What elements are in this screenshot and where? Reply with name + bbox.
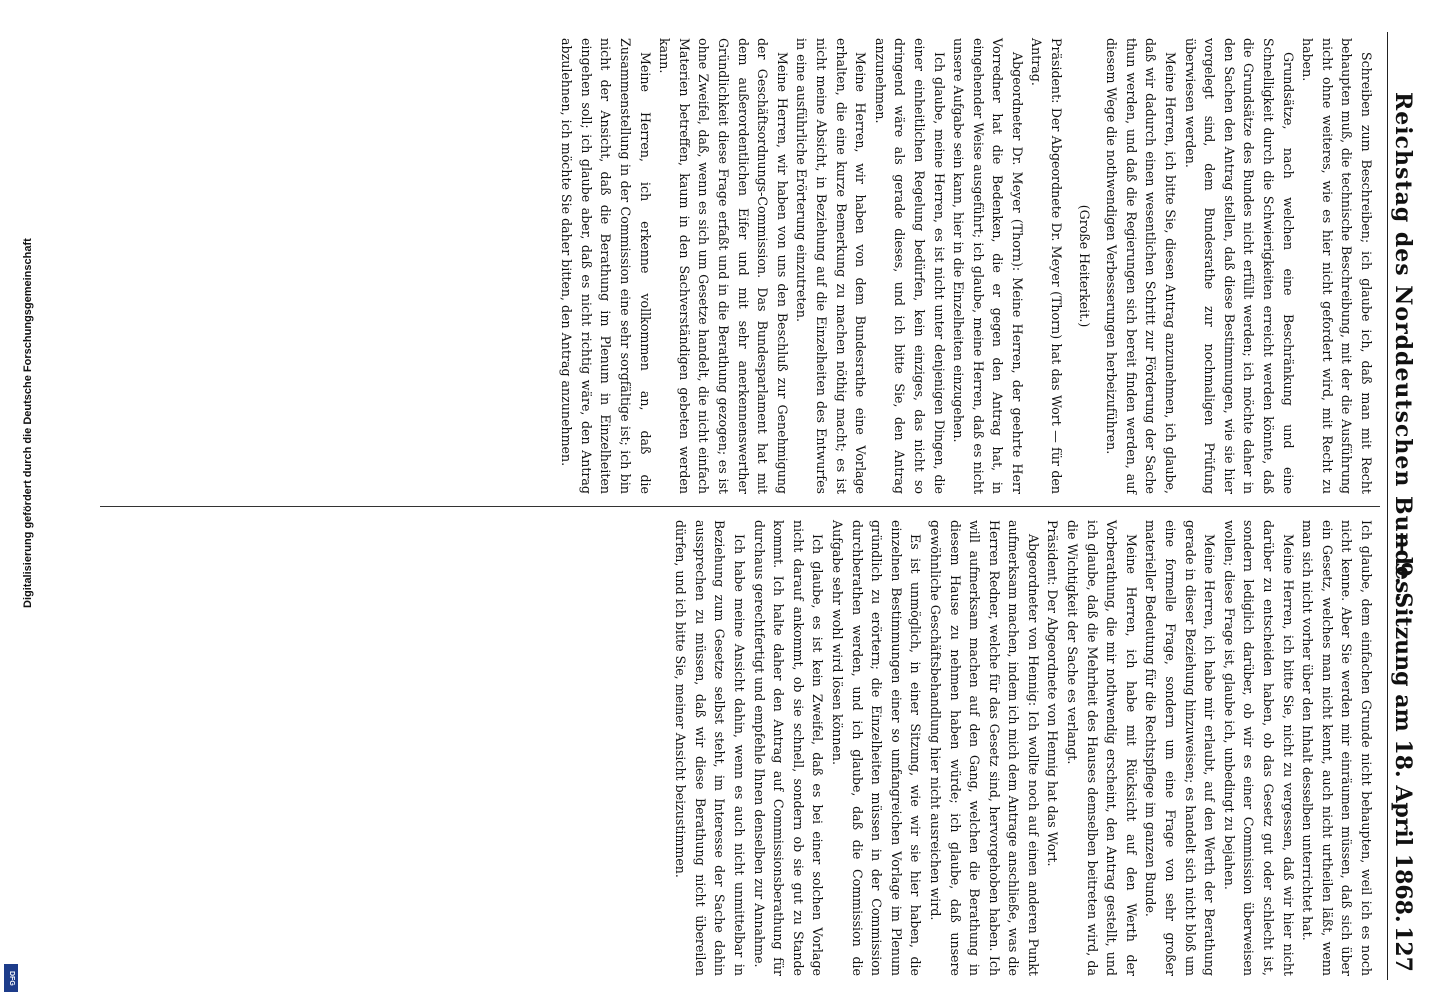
- stage-direction: (Große Heiterkeit.): [1076, 204, 1092, 328]
- paragraph: Meine Herren, ich bitte Sie, diesen Antrag anzunehmen, ich glaube, daß wir dadurch einen wesentlichen Schritt zur Förderung der Sache thun werden, und daß die Regierungen sich bereit finden werden, auf diesem Wege die nothwendigen Verbesserungen herbeizuführen.: [1104, 38, 1179, 494]
- header-title: Reichstag des Norddeutschen Bundes.: [1390, 92, 1416, 604]
- paragraph: Es ist unmöglich, in einer Sitzung, wie wir sie hier haben, die einzelnen Bestimmungen einer so umfangreichen Vorlage im Plenum gründlich zu erörtern; die Einzelheiten müssen in der Commission durchberathen werden, und ich glaube, daß die Commission die Aufgabe sehr wohl wird lösen können.: [829, 520, 924, 976]
- paragraph: Schreiben zum Beschreiben; ich glaube ich, daß man mit Recht behaupten muß, die technische Beschreibung, mit der die Ausführung nicht ohne weiteres, wie es hier nicht gefordert wird, mit Recht zu haben.: [1300, 38, 1374, 494]
- paragraph: Meine Herren, ich bitte Sie, nicht zu vergessen, daß wir hier nicht darüber zu entscheiden haben, ob das Gesetz gut oder schlecht ist, sondern lediglich darüber, ob wir es einer Commission überweisen wollen; diese Frage ist, glaube ich, unbedingt zu bejahen.: [1221, 520, 1296, 976]
- right-text-column: [671, 520, 1376, 976]
- paragraph: Meine Herren, ich habe mir erlaubt, auf den Werth der Berathung gerade in dieser Beziehung hinzuweisen; es handelt sich nicht bloß um eine formelle Frage, sondern um eine Frage von sehr großer materieller Bedeutung für die Rechtspflege im ganzen Bunde.: [1143, 520, 1218, 976]
- paragraph: Meine Herren, ich habe mit Rücksicht auf den Werth der Vorberathung, die mir nothwendig erscheint, den Antrag gestellt, und ich glaube, daß die Mehrheit des Hauses demselben beitreten wird, da die Wichtigkeit der Sache es verlangt.: [1065, 520, 1139, 976]
- paragraph: Grundsätze, nach welchen eine Beschränkung und eine Schnelligkeit durch die Schwierigkeiten erreicht werden könnte, daß die Grundsätze des Bundes nicht erfüllt werden; ich möchte daher in den Sachen den Antrag stellen, daß diese Bestimmungen, wie sie hier vorgelegt sind, dem Bundesrathe zur nochmaligen Prüfung überwiesen werden.: [1182, 38, 1296, 494]
- paragraph: Meine Herren, wir haben von uns den Beschluß zur Genehmigung der Geschäftsordnungs-Commission. Das Bundesparlament hat mit dem außerordentlichen Eifer und mit sehr anerkennenswerther Gründlichkeit diese Frage erfaßt und in die Berathung gezogen; es ist ohne Zweifel, daß, wenn es sich um Gesetze handelt, die nicht einfach Materien betreffen, kaum in den Sachverständigen gebeten werden kann.: [657, 38, 790, 494]
- president-speaker-line: Präsident: Der Abgeordnete Dr. Meyer (Thorn) hat das Wort — für den Antrag.: [1029, 38, 1065, 494]
- paragraph: Abgeordneter von Hennig: Ich wollte noch auf einen anderen Punkt aufmerksam machen, indem ich mich dem Antrage anschließe, was die Herren Redner, welche für das Gesetz sind, hervorgehoben haben. Ich will aufmerksam machen auf den Gang, welchen die Berathung in diesem Hause zu nehmen haben würde; ich glaube, daß unsere gewöhnliche Geschäftsbehandlung hier nicht ausreichen wird.: [927, 520, 1041, 976]
- paragraph: Ich glaube, dem einfachen Grunde nicht behaupten, weil ich es noch nicht kenne. Aber Sie werden mir einräumen müssen, daß sich über ein Gesetz, welches man nicht kennt, auch nicht urtheilen läßt, wenn man sich nicht vorher über den Inhalt desselben unterrichtet hat.: [1300, 520, 1374, 976]
- paragraph: Meine Herren, ich erkenne vollkommen an, daß die Zusammenstellung in der Commission eine sehr sorgfältige ist; ich bin nicht der Ansicht, daß die Berathung im Plenum in Einzelheiten eingehen soll; ich glaube aber, daß es nicht richtig wäre, den Antrag abzulehnen, ich möchte Sie daher bitten, den Antrag anzunehmen.: [559, 38, 653, 494]
- paragraph: Ich glaube, meine Herren, es ist nicht unter denjenigen Dingen, die einer einheitlichen Regelung bedürfen, kein einziges, das nicht so dringend wäre als gerade dieses, und ich bitte Sie, den Antrag anzunehmen.: [872, 38, 947, 494]
- rotated-page-content: [88, 32, 1418, 980]
- running-header: [1387, 32, 1418, 980]
- paragraph: Abgeordneter Dr. Meyer (Thorn): Meine Herren, der geehrte Herr Vorredner hat die Bedenken, die er gegen den Antrag hat, in eingehender Weise ausgeführt; ich glaube, meine Herren, daß es nicht unsere Aufgabe sein kann, hier in die Einzelheiten einzugehen.: [951, 38, 1025, 494]
- dfg-logo: DFG: [4, 964, 18, 992]
- president-speaker-line: Präsident: Der Abgeordnete von Hennig hat das Wort.: [1045, 520, 1061, 867]
- paragraph: Ich habe meine Ansicht dahin, wenn es auch nicht unmittelbar in Beziehung zum Gesetze selbst steht, im Interesse der Sache dahin aussprechen zu müssen, daß wir diese Berathung nicht übereilen dürfen, und ich bitte Sie, meiner Ansicht beizustimmen.: [673, 520, 747, 976]
- paragraph: Ich glaube, es ist kein Zweifel, daß es bei einer solchen Vorlage nicht darauf ankommt, ob sie schnell, sondern ob sie gut zu Stande kommt. Ich halte daher den Antrag auf Commissionsberathung für durchaus gerechtfertigt und empfehle Ihnen denselben zur Annahme.: [751, 520, 826, 976]
- digitization-credit: Digitalisierung gefördert durch die Deutsche Forschungsgemeinschaft: [22, 238, 34, 608]
- left-text-column: [557, 38, 1376, 494]
- column-divider: [100, 506, 1380, 507]
- digitization-sidebar: [0, 0, 34, 1000]
- paragraph: Meine Herren, wir haben von dem Bundesrathe eine Vorlage erhalten, die eine kurze Bemerkung zu machen nöthig macht; es ist nicht meine Absicht, in Beziehung auf die Einzelheiten des Entwurfes in eine ausführliche Erörterung einzutreten.: [794, 38, 869, 494]
- header-session: — 9. Sitzung am 18. April 1868.: [1390, 532, 1416, 923]
- page-number: 127: [1390, 926, 1416, 972]
